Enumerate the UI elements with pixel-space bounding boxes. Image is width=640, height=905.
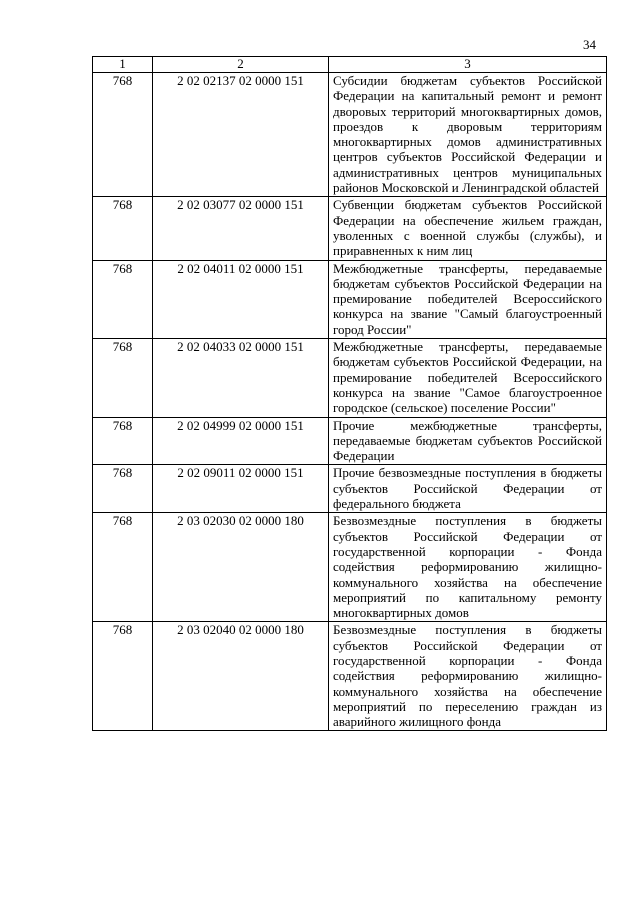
administrator-code: 768	[93, 339, 153, 417]
administrator-code: 768	[93, 465, 153, 513]
column-header-1: 1	[93, 57, 153, 73]
page-number: 34	[583, 37, 596, 52]
column-header-3: 3	[329, 57, 607, 73]
table-row	[93, 197, 607, 260]
income-description: Субвенции бюджетам субъектов Российской Федерации на обеспечение жильем граждан, уволенных с военной службы (службы), и приравненных к ним лиц	[329, 197, 607, 260]
income-code: 2 03 02030 02 0000 180	[153, 513, 329, 622]
budget-classification-table	[92, 56, 607, 731]
administrator-code: 768	[93, 73, 153, 197]
income-description: Межбюджетные трансферты, передаваемые бюджетам субъектов Российской Федерации на премирование победителей Всероссийского конкурса на звание "Самый благоустроенный город России"	[329, 260, 607, 338]
income-description: Безвозмездные поступления в бюджеты субъектов Российской Федерации от государственной корпорации - Фонда содействия реформированию жилищно-коммунального хозяйства на обеспечение мероприятий по переселению граждан из аварийного жилищного фонда	[329, 622, 607, 731]
column-header-2: 2	[153, 57, 329, 73]
income-code: 2 02 04011 02 0000 151	[153, 260, 329, 338]
administrator-code: 768	[93, 622, 153, 731]
income-description: Прочие безвозмездные поступления в бюджеты субъектов Российской Федерации от федерального бюджета	[329, 465, 607, 513]
table-row	[93, 465, 607, 513]
table-row	[93, 73, 607, 197]
income-description: Субсидии бюджетам субъектов Российской Федерации на капитальный ремонт и ремонт дворовых территорий многоквартирных домов, проездов к дворовым территориям многоквартирных домов административных центров субъектов Российской Федерации и административных центров муниципальных районов Московской и Ленинградской областей	[329, 73, 607, 197]
table-row	[93, 513, 607, 622]
income-description: Безвозмездные поступления в бюджеты субъектов Российской Федерации от государственной корпорации - Фонда содействия реформированию жилищно-коммунального хозяйства на обеспечение мероприятий по капитальному ремонту многоквартирных домов	[329, 513, 607, 622]
income-code: 2 02 03077 02 0000 151	[153, 197, 329, 260]
income-code: 2 03 02040 02 0000 180	[153, 622, 329, 731]
income-code: 2 02 02137 02 0000 151	[153, 73, 329, 197]
table-row	[93, 622, 607, 731]
income-code: 2 02 09011 02 0000 151	[153, 465, 329, 513]
income-description: Прочие межбюджетные трансферты, передаваемые бюджетам субъектов Российской Федерации	[329, 417, 607, 465]
table-row	[93, 339, 607, 417]
administrator-code: 768	[93, 417, 153, 465]
income-code: 2 02 04999 02 0000 151	[153, 417, 329, 465]
table-header-row	[93, 57, 607, 73]
income-code: 2 02 04033 02 0000 151	[153, 339, 329, 417]
table-row	[93, 260, 607, 338]
administrator-code: 768	[93, 513, 153, 622]
administrator-code: 768	[93, 197, 153, 260]
administrator-code: 768	[93, 260, 153, 338]
income-description: Межбюджетные трансферты, передаваемые бюджетам субъектов Российской Федерации, на премирование победителей Всероссийского конкурса на звание "Самое благоустроенное городское (сельское) поселение России"	[329, 339, 607, 417]
table-row	[93, 417, 607, 465]
